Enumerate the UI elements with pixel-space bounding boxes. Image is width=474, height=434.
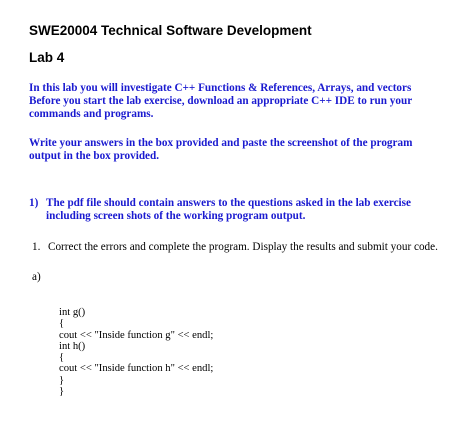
intro-line: commands and programs. bbox=[29, 108, 154, 120]
code-line: cout << "Inside function h" << endl; bbox=[59, 363, 214, 375]
code-line: } bbox=[59, 374, 65, 386]
course-title: SWE20004 Technical Software Development bbox=[29, 23, 312, 38]
task-line: including screen shots of the working program output. bbox=[46, 210, 306, 222]
question-1 bbox=[32, 241, 438, 253]
task-line: The pdf file should contain answers to the questions asked in the lab exercise bbox=[46, 197, 411, 209]
code-line: { bbox=[59, 318, 65, 330]
write-line: output in the box provided. bbox=[29, 150, 160, 162]
code-line: } bbox=[59, 386, 65, 398]
code-line: int g() bbox=[59, 307, 86, 318]
code-block bbox=[59, 307, 213, 397]
intro-paragraph bbox=[29, 82, 469, 121]
question-number: 1. bbox=[32, 241, 41, 253]
intro-line: Before you start the lab exercise, download an appropriate C++ IDE to run your bbox=[29, 95, 413, 107]
write-instructions bbox=[29, 137, 469, 163]
code-line: { bbox=[59, 352, 65, 364]
intro-line: In this lab you will investigate C++ Functions & References, Arrays, and vectors bbox=[29, 82, 412, 94]
write-line: Write your answers in the box provided and paste the screenshot of the program bbox=[29, 137, 413, 149]
question-text: Correct the errors and complete the program. Display the results and submit your code. bbox=[48, 241, 438, 253]
part-a-label: a) bbox=[32, 271, 41, 283]
lab-title: Lab 4 bbox=[29, 50, 65, 65]
task-item bbox=[29, 197, 469, 223]
code-line: int h() bbox=[59, 340, 86, 352]
code-line: cout << "Inside function g" << endl; bbox=[59, 329, 214, 341]
task-number: 1) bbox=[29, 197, 39, 209]
